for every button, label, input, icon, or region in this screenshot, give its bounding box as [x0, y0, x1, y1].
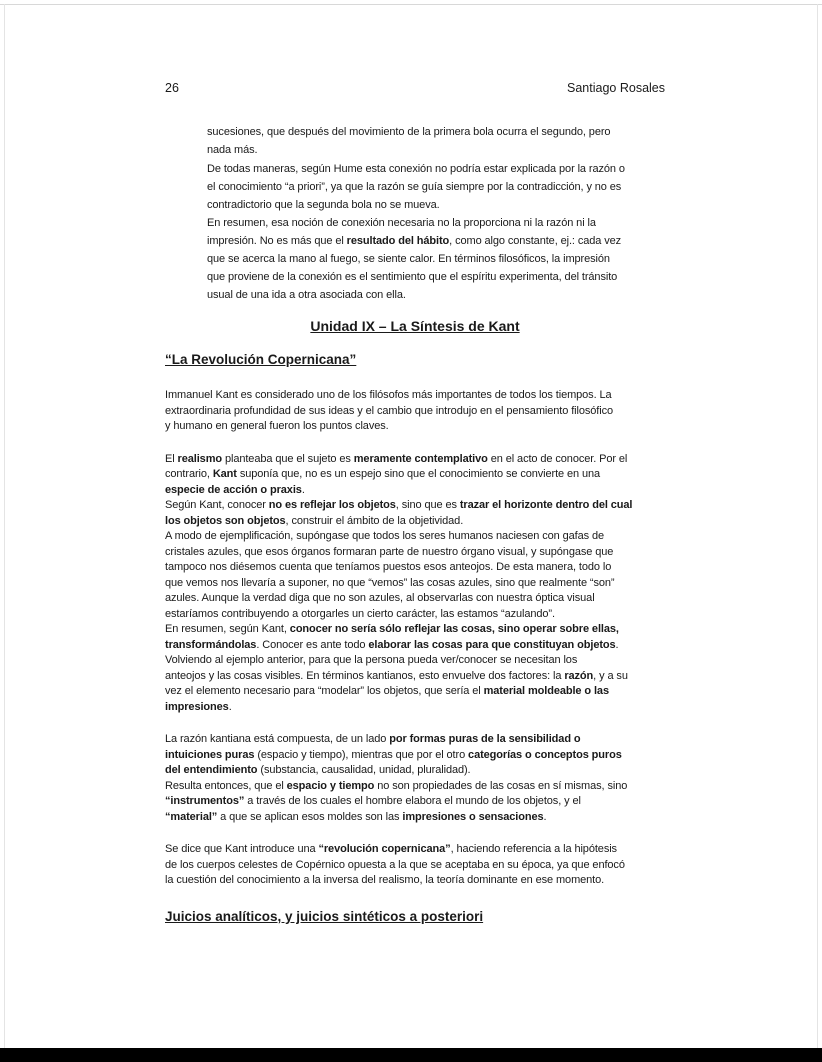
text-run: azules. Aunque la verdad diga que no son azules, al observarlas con nuestra óptica visual	[165, 592, 595, 604]
bold-text: resultado del hábito	[346, 235, 450, 247]
text-line	[165, 653, 632, 669]
bold-text: transformándolas	[165, 638, 257, 651]
bold-text: “revolución copernicana”	[318, 843, 451, 855]
bold-text: especie de acción o praxis	[165, 483, 302, 496]
text-line	[165, 700, 632, 716]
text-run: , sino que es	[395, 499, 460, 511]
text-run: La razón kantiana está compuesta, de un lado	[165, 733, 390, 745]
bold-text: espacio y tiempo	[286, 779, 375, 792]
text-run: el conocimiento “a priori”, ya que la razón se guía siempre por la contradicción, y no es	[207, 181, 622, 193]
next-section-title: Juicios analíticos, y juicios sintéticos a posteriori	[165, 909, 484, 924]
text-line	[207, 268, 625, 286]
bold-text: no es reflejar los objetos	[268, 499, 396, 511]
text-line	[165, 858, 632, 874]
text-run: En resumen, según Kant,	[165, 623, 290, 635]
text-line	[165, 419, 632, 435]
text-line	[165, 873, 632, 889]
screen-bottom-bar	[0, 1048, 822, 1062]
intro-paragraphs	[207, 123, 625, 304]
page-left-border	[4, 4, 5, 1048]
text-line	[165, 684, 632, 700]
text-run: impresión. No es más que el	[207, 235, 347, 247]
bold-text: impresiones o sensaciones	[402, 810, 544, 823]
text-line	[207, 196, 625, 214]
bold-text: intuiciones puras	[165, 748, 255, 761]
text-run: extraordinaria profundidad de sus ideas y el cambio que introdujo en el pensamiento filosófico	[165, 404, 613, 417]
text-line	[165, 560, 632, 576]
text-run: En resumen, esa noción de conexión necesaria no la proporciona ni la razón ni la	[207, 217, 596, 229]
text-run: , y a su	[593, 669, 628, 682]
text-run: (substancia, causalidad, unidad, pluralidad).	[257, 764, 471, 776]
text-run: Immanuel Kant es considerado uno de los filósofos más importantes de todos los tiempos. La	[165, 389, 612, 401]
text-line	[165, 591, 632, 607]
section-title: “La Revolución Copernicana”	[165, 352, 357, 367]
bold-text: Kant	[212, 468, 237, 480]
text-line	[207, 123, 625, 141]
text-line	[165, 810, 632, 826]
text-line	[207, 214, 625, 232]
text-run: nada más.	[207, 144, 258, 156]
bold-text: “instrumentos”	[165, 795, 245, 807]
text-run: vez el elemento necesario para “modelar” los objetos, que sería el	[165, 685, 484, 697]
text-line	[207, 160, 625, 178]
text-line	[165, 794, 632, 810]
text-run: .	[615, 638, 619, 651]
text-line	[207, 141, 625, 159]
text-run: usual de una ida a otra asociada con ella.	[207, 289, 406, 301]
unit-title: Unidad IX – La Síntesis de Kant	[310, 318, 520, 334]
text-line	[165, 483, 632, 499]
text-run: anteojos y las cosas visibles. En términos kantianos, esto envuelve dos factores: la	[165, 669, 565, 682]
text-run: contrario,	[165, 468, 213, 480]
text-line	[165, 748, 632, 764]
text-run: Volviendo al ejemplo anterior, para que la persona pueda ver/conocer se necesitan los	[165, 654, 578, 666]
text-line	[165, 388, 632, 404]
text-run: la cuestión del conocimiento a la inversa del realismo, la teoría dominante en ese momento.	[165, 874, 605, 886]
text-line	[165, 779, 632, 795]
page-right-border	[817, 4, 818, 1048]
text-run: A modo de ejemplificación, supóngase que todos los seres humanos naciesen con gafas de	[165, 530, 605, 542]
bold-text: por formas puras de la sensibilidad o	[389, 733, 581, 745]
bold-text: “material”	[165, 810, 218, 823]
text-line	[207, 286, 625, 304]
bold-text: del entendimiento	[165, 764, 258, 776]
bold-text: categorías o conceptos puros	[468, 748, 622, 761]
text-line	[165, 576, 632, 592]
text-run: Según Kant, conocer	[165, 499, 269, 511]
bold-text: meramente contemplativo	[353, 452, 488, 465]
running-header-author: Santiago Rosales	[567, 81, 665, 95]
text-run: , construir el ámbito de la objetividad.	[285, 514, 464, 527]
text-run: De todas maneras, según Hume esta conexión no podría estar explicada por la razón o	[207, 163, 625, 175]
text-run: que proviene de la conexión es el sentimiento que el espíritu experimenta, del tránsito	[207, 271, 618, 283]
text-run: .	[228, 700, 232, 713]
text-line	[165, 842, 632, 858]
paragraph-gap	[165, 715, 632, 732]
bold-text: razón	[564, 669, 594, 682]
text-run: sucesiones, que después del movimiento de la primera bola ocurra el segundo, pero	[207, 126, 611, 138]
text-line	[207, 232, 625, 250]
text-line	[165, 498, 632, 514]
bold-text: material moldeable o las	[483, 685, 609, 697]
text-run: (espacio y tiempo), mientras que por el otro	[254, 748, 469, 761]
text-line	[165, 622, 632, 638]
bold-text: impresiones	[165, 700, 229, 713]
text-line	[165, 545, 632, 561]
text-line	[165, 669, 632, 685]
text-line	[165, 732, 632, 748]
text-run: y humano en general fueron los puntos claves.	[165, 420, 389, 432]
text-run: contradictorio que la segunda bola no se mueva.	[207, 199, 440, 211]
bold-text: realismo	[177, 452, 222, 465]
text-line	[165, 514, 632, 530]
text-run: Resulta entonces, que el	[165, 779, 287, 792]
text-run: que se acerca la mano al fuego, se siente calor. En términos filosóficos, la impresión	[207, 253, 610, 265]
text-line	[165, 467, 632, 483]
text-run: estaríamos contribuyendo a otorgarles un cierto carácter, las estamos “azulando”.	[165, 607, 555, 620]
main-paragraphs	[165, 388, 632, 889]
text-line	[165, 452, 632, 468]
text-run: .	[543, 810, 547, 823]
paragraph-gap	[165, 435, 632, 452]
text-line	[165, 607, 632, 623]
bold-text: conocer no sería sólo reflejar las cosas, sino operar sobre ellas,	[289, 623, 619, 635]
page-number: 26	[165, 81, 179, 95]
text-run: , como algo constante, ej.: cada vez	[449, 235, 622, 247]
text-run: Se dice que Kant introduce una	[165, 843, 319, 855]
bold-text: trazar el horizonte dentro del cual	[459, 499, 633, 511]
paragraph-gap	[165, 825, 632, 842]
text-run: a través de los cuales el hombre elabora el mundo de los objetos, y el	[244, 795, 581, 807]
text-run: cristales azules, que esos órganos formaran parte de nuestro órgano visual, y supóngase que	[165, 545, 614, 558]
text-run: en el acto de conocer. Por el	[487, 452, 628, 465]
text-line	[165, 638, 632, 654]
text-line	[207, 250, 625, 268]
text-line	[165, 529, 632, 545]
text-run: no son propiedades de las cosas en sí mismas, sino	[374, 779, 628, 792]
text-run: tampoco nos diésemos cuenta que teníamos puestos esos anteojos. De esta manera, todo lo	[165, 561, 612, 573]
text-run: que vemos nos llevaría a suponer, no que “vemos” las cosas azules, sino que realmente “son”	[165, 576, 615, 589]
text-run: suponía que, no es un espejo sino que el conocimiento se convierte en una	[236, 468, 601, 480]
bold-text: los objetos son objetos	[165, 514, 286, 527]
bold-text: elaborar las cosas para que constituyan objetos	[368, 638, 616, 651]
text-run: .	[301, 483, 305, 496]
text-run: de los cuerpos celestes de Copérnico opuesta a la que se aceptaba en su época, ya que enfocó	[165, 858, 625, 871]
text-run: . Conocer es ante todo	[256, 638, 369, 651]
text-run: a que se aplican esos moldes son las	[217, 810, 403, 823]
text-run: planteaba que el sujeto es	[222, 452, 354, 465]
text-line	[165, 763, 632, 779]
text-line	[165, 404, 632, 420]
text-line	[207, 178, 625, 196]
page-top-border	[0, 4, 822, 5]
text-run: , haciendo referencia a la hipótesis	[450, 843, 617, 855]
text-run: El	[165, 452, 178, 465]
